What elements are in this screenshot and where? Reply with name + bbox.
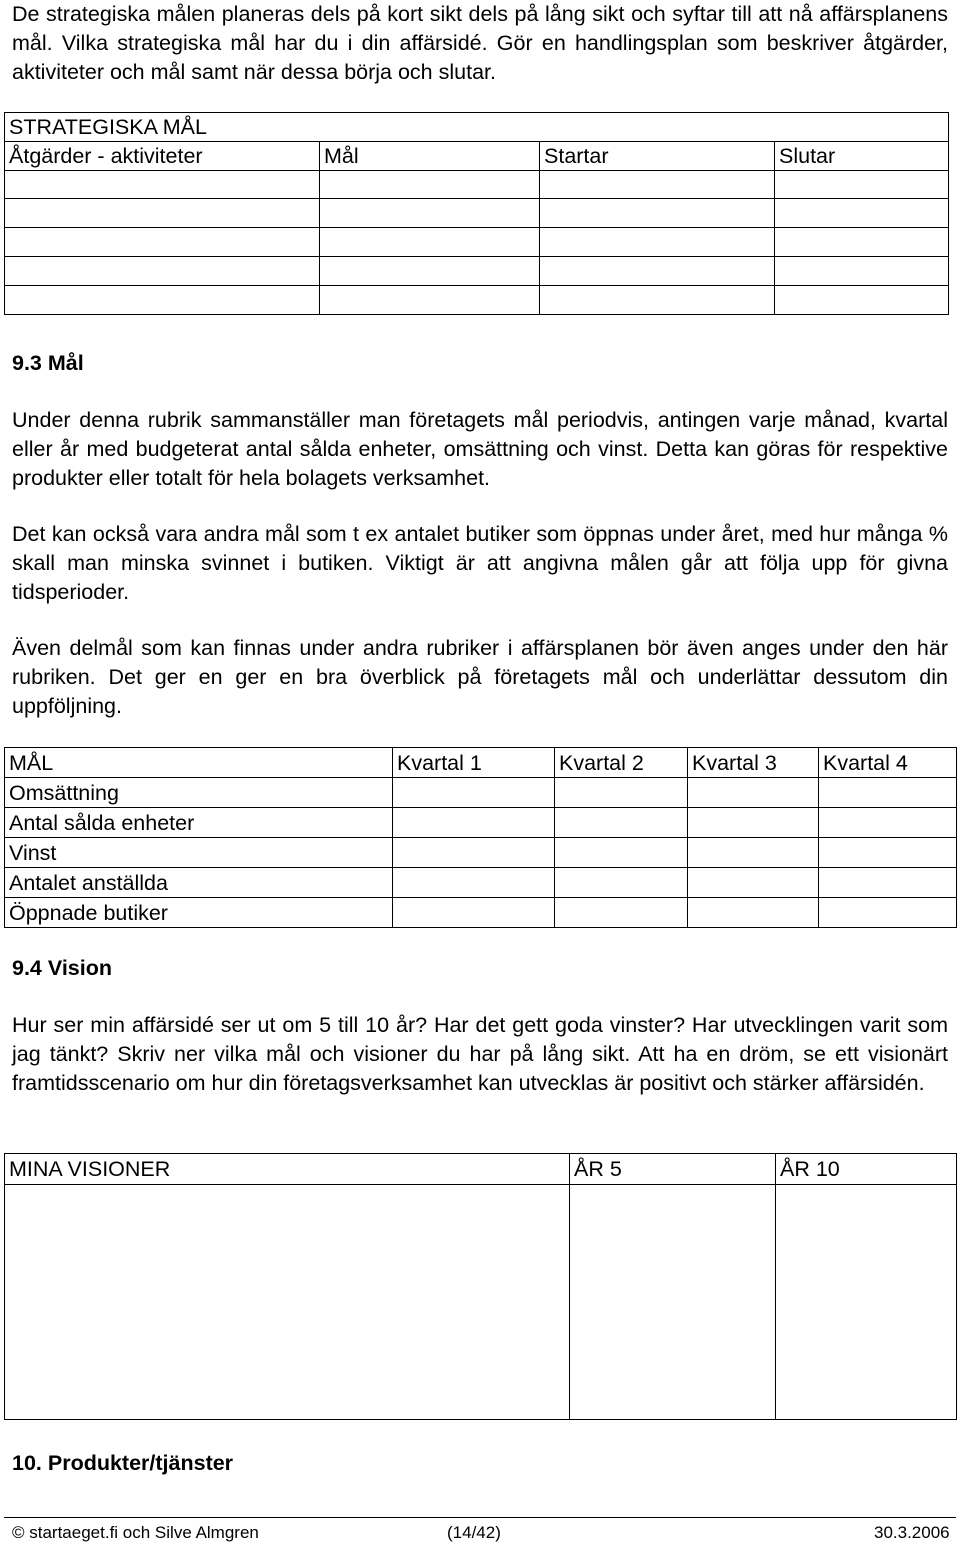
table-cell [393, 838, 555, 868]
footer-date: 30.3.2006 [874, 1523, 950, 1542]
table-cell [775, 199, 949, 228]
table-cell [555, 898, 688, 928]
footer-divider [4, 1517, 956, 1518]
table-cell [320, 171, 540, 199]
goals-paragraph-1: Under denna rubrik sammanställer man företagets mål periodvis, antingen varje månad, kvartal eller år med budgeterat antal sålda enheter, omsättning och vinst. Detta kan göras för respektive produkter eller totalt för hela bolagets verksamhet. [12, 408, 948, 490]
table-cell [688, 898, 819, 928]
footer-copyright: © startaeget.fi och Silve Almgren [12, 1523, 259, 1542]
table-row [5, 808, 957, 838]
table-cell [555, 868, 688, 898]
table-cell [555, 778, 688, 808]
table-cell [819, 808, 957, 838]
table-cell [775, 228, 949, 257]
table-cell [393, 778, 555, 808]
table-row [5, 868, 957, 898]
table-cell [819, 868, 957, 898]
table-cell [775, 171, 949, 199]
table-cell [540, 171, 775, 199]
section-heading-products: 10. Produkter/tjänster [12, 1451, 234, 1475]
quarterly-goals-table [4, 747, 957, 928]
table-cell [393, 898, 555, 928]
column-header: Kvartal 3 [688, 748, 819, 778]
table-cell [555, 838, 688, 868]
table-row [5, 171, 949, 199]
table-cell [393, 808, 555, 838]
table-row [5, 286, 949, 315]
table-cell [5, 1185, 570, 1420]
table-cell [540, 286, 775, 315]
table-cell [688, 838, 819, 868]
intro-paragraph: De strategiska målen planeras dels på kort sikt dels på lång sikt och syftar till att nå affärsplanens mål. Vilka strategiska mål har du i din affärsidé. Gör en handlingsplan som beskriver åtgärder, aktiviteter och mål samt när dessa börja och slutar. [12, 2, 948, 84]
table-cell [688, 868, 819, 898]
table-row [5, 898, 957, 928]
table-cell [688, 778, 819, 808]
table-cell [320, 257, 540, 286]
table-cell [555, 808, 688, 838]
table-cell [570, 1185, 776, 1420]
table-row [5, 838, 957, 868]
column-header: Kvartal 4 [819, 748, 957, 778]
table-header-row [5, 142, 949, 171]
table-row [5, 199, 949, 228]
table-cell [5, 199, 320, 228]
column-header: Startar [540, 142, 775, 171]
table-row [5, 228, 949, 257]
table-cell [819, 898, 957, 928]
table-cell [540, 257, 775, 286]
column-header: Kvartal 2 [555, 748, 688, 778]
column-header: ÅR 5 [570, 1154, 776, 1185]
table-cell [320, 199, 540, 228]
table-header-row [5, 748, 957, 778]
column-header: Slutar [775, 142, 949, 171]
column-header: ÅR 10 [776, 1154, 957, 1185]
table-cell [5, 228, 320, 257]
goals-paragraph-2: Det kan också vara andra mål som t ex antalet butiker som öppnas under året, med hur många % skall man minska svinnet i butiken. Viktigt är att angivna målen går att följa upp för givna tidsperioder. [12, 522, 948, 604]
row-label: Vinst [5, 838, 393, 868]
table-cell [819, 778, 957, 808]
table-cell [393, 868, 555, 898]
table-cell [540, 228, 775, 257]
row-label: Öppnade butiker [5, 898, 393, 928]
row-label: Omsättning [5, 778, 393, 808]
column-header: Mål [320, 142, 540, 171]
row-label: Antalet anställda [5, 868, 393, 898]
row-label: Antal sålda enheter [5, 808, 393, 838]
table-cell [5, 286, 320, 315]
section-heading-goals: 9.3 Mål [12, 351, 84, 375]
table-cell [540, 199, 775, 228]
table-cell [5, 171, 320, 199]
table-row [5, 778, 957, 808]
table-cell [776, 1185, 957, 1420]
section-heading-vision: 9.4 Vision [12, 956, 112, 980]
column-header: MINA VISIONER [5, 1154, 570, 1185]
table-cell [775, 257, 949, 286]
table-cell [5, 257, 320, 286]
vision-paragraph: Hur ser min affärsidé ser ut om 5 till 10 år? Har det gett goda vinster? Har utvecklingen varit som jag tänkt? Skriv ner vilka mål och visioner du har på lång sikt. Att ha en dröm, se ett visionärt framtidsscenario om hur din företagsverksamhet kan utvecklas är positivt och stärker affärsidén. [12, 1013, 948, 1095]
table-header-row [5, 1154, 957, 1185]
table-cell [320, 286, 540, 315]
table-row [5, 257, 949, 286]
table-row [5, 1185, 957, 1420]
table-cell [320, 228, 540, 257]
table-cell [688, 808, 819, 838]
strategic-goals-title: STRATEGISKA MÅL [5, 113, 949, 142]
strategic-goals-table [4, 112, 949, 315]
goals-paragraph-3: Även delmål som kan finnas under andra rubriker i affärsplanen bör även anges under den här rubriken. Det ger en ger en bra överblick på företagets mål och underlättar dessutom din uppföljning. [12, 636, 948, 718]
footer-page-number: (14/42) [447, 1523, 501, 1542]
table-cell [819, 838, 957, 868]
column-header: Kvartal 1 [393, 748, 555, 778]
vision-table [4, 1153, 957, 1420]
column-header: MÅL [5, 748, 393, 778]
column-header: Åtgärder - aktiviteter [5, 142, 320, 171]
table-cell [775, 286, 949, 315]
